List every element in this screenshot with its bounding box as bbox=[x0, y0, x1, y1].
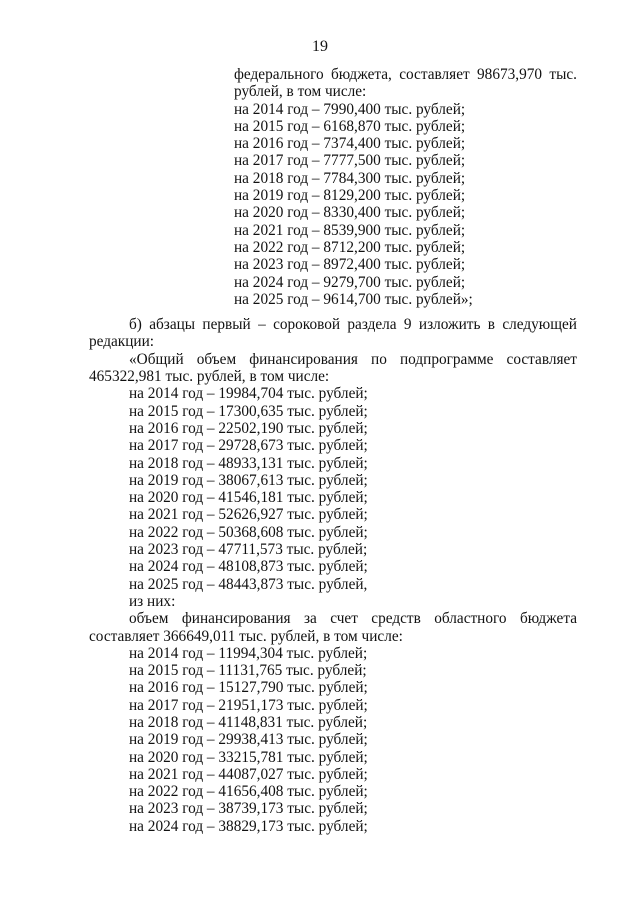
total-year-line: на 2022 год – 50368,608 тыс. рублей; bbox=[129, 523, 368, 541]
federal-year-line: на 2014 год – 7990,400 тыс. рублей; bbox=[234, 100, 466, 118]
page-number: 19 bbox=[312, 38, 328, 55]
federal-year-line: на 2022 год – 8712,200 тыс. рублей; bbox=[234, 238, 466, 256]
total-financing-line: «Общий объем финансирования по подпрограмме составляет bbox=[129, 350, 577, 368]
regional-year-line: на 2017 год – 21951,173 тыс. рублей; bbox=[129, 696, 368, 714]
total-year-line: на 2017 год – 29728,673 тыс. рублей; bbox=[129, 437, 368, 455]
federal-year-line: на 2017 год – 7777,500 тыс. рублей; bbox=[234, 152, 466, 170]
regional-year-line: на 2024 год – 38829,173 тыс. рублей; bbox=[129, 817, 368, 835]
federal-year-line: на 2018 год – 7784,300 тыс. рублей; bbox=[234, 169, 466, 187]
total-year-line: на 2024 год – 48108,873 тыс. рублей; bbox=[129, 558, 368, 576]
total-year-line: на 2015 год – 17300,635 тыс. рублей; bbox=[129, 402, 368, 420]
federal-year-line: на 2016 год – 7374,400 тыс. рублей; bbox=[234, 135, 466, 153]
total-year-line: на 2020 год – 41546,181 тыс. рублей; bbox=[129, 489, 368, 507]
paragraph-b-line: редакции: bbox=[89, 333, 155, 351]
regional-year-line: на 2020 год – 33215,781 тыс. рублей; bbox=[129, 748, 368, 766]
of-them-label: из них: bbox=[129, 592, 176, 610]
federal-year-line: на 2024 год – 9279,700 тыс. рублей; bbox=[234, 273, 466, 291]
regional-year-line: на 2023 год – 38739,173 тыс. рублей; bbox=[129, 800, 368, 818]
regional-financing-line: объем финансирования за счет средств областного бюджета bbox=[129, 610, 577, 628]
regional-year-line: на 2014 год – 11994,304 тыс. рублей; bbox=[129, 644, 368, 662]
total-year-line: на 2023 год – 47711,573 тыс. рублей; bbox=[129, 541, 368, 559]
paragraph-b-line: б) абзацы первый – сороковой раздела 9 изложить в следующей bbox=[129, 316, 577, 334]
federal-budget-intro-line: рублей, в том числе: bbox=[234, 83, 367, 101]
total-year-line: на 2014 год – 19984,704 тыс. рублей; bbox=[129, 385, 368, 403]
federal-budget-intro-line: федерального бюджета, составляет 98673,970 тыс. bbox=[234, 66, 577, 83]
regional-year-line: на 2015 год – 11131,765 тыс. рублей; bbox=[129, 662, 367, 680]
total-year-line: на 2021 год – 52626,927 тыс. рублей; bbox=[129, 506, 368, 524]
total-year-line: на 2016 год – 22502,190 тыс. рублей; bbox=[129, 419, 368, 437]
total-year-line: на 2019 год – 38067,613 тыс. рублей; bbox=[129, 471, 368, 489]
regional-year-line: на 2018 год – 41148,831 тыс. рублей; bbox=[129, 713, 368, 731]
federal-year-line: на 2023 год – 8972,400 тыс. рублей; bbox=[234, 256, 466, 274]
regional-year-line: на 2016 год – 15127,790 тыс. рублей; bbox=[129, 679, 368, 697]
paragraph-gap bbox=[89, 308, 577, 316]
regional-financing-line: составляет 366649,011 тыс. рублей, в том числе: bbox=[89, 627, 403, 645]
total-year-line: на 2018 год – 48933,131 тыс. рублей; bbox=[129, 454, 368, 472]
federal-year-line: на 2020 год – 8330,400 тыс. рублей; bbox=[234, 204, 466, 222]
document-body bbox=[89, 66, 577, 835]
total-financing-line: 465322,981 тыс. рублей, в том числе: bbox=[89, 368, 330, 386]
regional-year-line: на 2019 год – 29938,413 тыс. рублей; bbox=[129, 731, 368, 749]
total-year-line: на 2025 год – 48443,873 тыс. рублей, bbox=[129, 575, 368, 593]
regional-year-line: на 2021 год – 44087,027 тыс. рублей; bbox=[129, 765, 368, 783]
federal-year-line: на 2025 год – 9614,700 тыс. рублей»; bbox=[234, 290, 473, 308]
federal-year-line: на 2021 год – 8539,900 тыс. рублей; bbox=[234, 221, 466, 239]
federal-year-line: на 2019 год – 8129,200 тыс. рублей; bbox=[234, 187, 466, 205]
federal-year-line: на 2015 год – 6168,870 тыс. рублей; bbox=[234, 117, 466, 135]
regional-year-line: на 2022 год – 41656,408 тыс. рублей; bbox=[129, 783, 368, 801]
